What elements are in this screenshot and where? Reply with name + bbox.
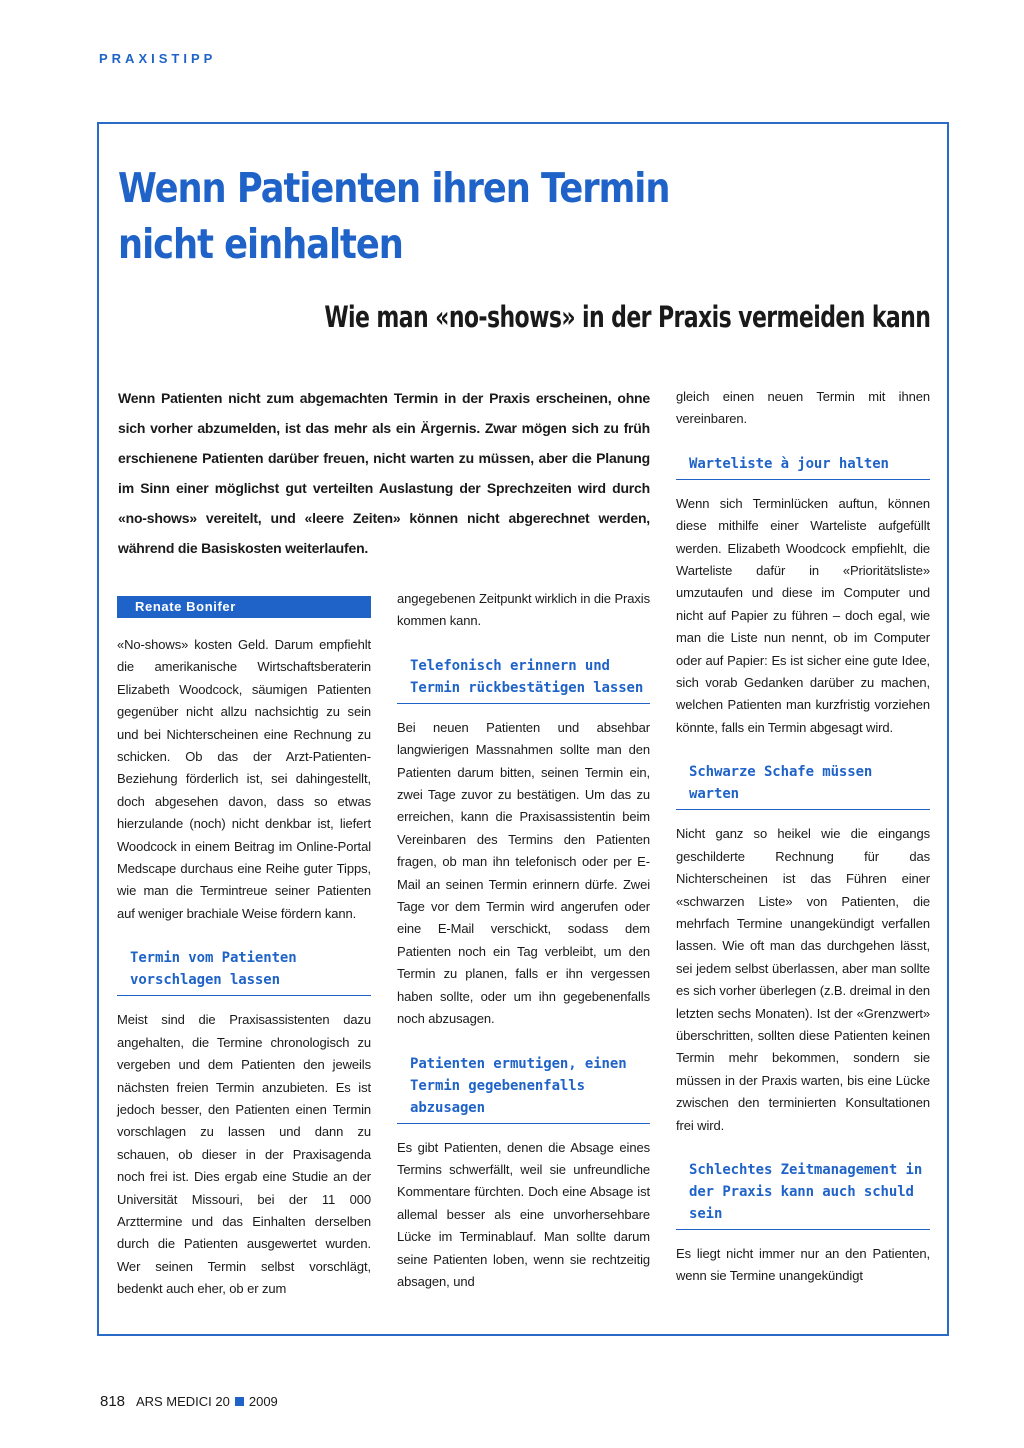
body-paragraph: Bei neuen Patienten und absehbar langwierigen Massnahmen sollte man den Patienten darum bitten, seinen Termin ein, zwei Tage zuvor zu bestätigen. Um das zu erreichen, kann die Praxisassistentin beim Vereinbaren des Termins den Patienten fragen, ob man ihn telefonisch oder per E-Mail an seinen Termin erinnern dürfe. Zwei Tage vor dem Termin wird angerufen oder eine E-Mail verschickt, sodass dem Patienten noch ein Tag verbleibt, um den Termin zu planen, falls er ihn vergessen haben sollte, oder um ihn gegebenenfalls noch abzusagen. bbox=[397, 719, 650, 1027]
body-paragraph: Es gibt Patienten, denen die Absage eines Termins schwerfällt, weil sie unfreundliche Kommentare fürchten. Doch eine Absage ist allemal besser als eine unvorhersehbare Lücke im Terminablauf. Man sollte darum seine Patienten loben, wenn sie rechtzeitig absagen, und bbox=[397, 1139, 650, 1289]
lead-paragraph: Wenn Patienten nicht zum abgemachten Termin in der Praxis erscheinen, ohne sich vorher abzumelden, ist das mehr als ein Ärgernis. Zwar mögen sich zu früh erschienene Patienten darüber freuen, nicht warten zu müssen, aber die Planung im Sinn einer möglichst gut verteilten Auslastung der Sprechzeiten wird durch «no-shows» vereitelt, und «leere Zeiten» können nicht abgerechnet werden, während die Basiskosten weiterlaufen. bbox=[118, 390, 650, 556]
subheading: Termin vom Patienten vorschlagen lassen bbox=[117, 947, 371, 996]
author-name: Renate Bonifer bbox=[117, 596, 371, 618]
article-title: Wenn Patienten ihren Termin nicht einhalten bbox=[118, 164, 670, 268]
subheading: Patienten ermutigen, einen Termin gegebenenfalls abzusagen bbox=[397, 1053, 650, 1124]
column-2 bbox=[397, 588, 650, 1293]
body-paragraph: Wenn sich Terminlücken auftun, können diese mithilfe einer Warteliste aufgefüllt werden. Elizabeth Woodcock empfiehlt, die Warteliste dafür in «Prioritätsliste» umzutaufen und diese im Computer und nicht auf Papier zu führen – doch egal, wie man die Liste nun nennt, ob im Computer oder auf Papier: Es ist sicher eine gute Idee, sich vorab Gedanken darüber zu machen, welchen Patienten man kurzfristig vorziehen könnte, falls ein Termin abgesagt wird. bbox=[676, 495, 930, 735]
body-paragraph: gleich einen neuen Termin mit ihnen vereinbaren. bbox=[676, 389, 930, 427]
page-number: 818 bbox=[100, 1393, 126, 1410]
page-footer bbox=[100, 1393, 278, 1410]
journal-name: ARS MEDICI 20 bbox=[135, 1394, 230, 1409]
subheading: Telefonisch erinnern und Termin rückbestätigen lassen bbox=[397, 655, 650, 704]
article-subtitle: Wie man «no-shows» in der Praxis vermeiden kann bbox=[324, 300, 930, 334]
column-3 bbox=[676, 386, 930, 1288]
subheading: Schwarze Schafe müssen warten bbox=[676, 761, 930, 810]
body-paragraph: angegebenen Zeitpunkt wirklich in die Praxis kommen kann. bbox=[397, 591, 650, 629]
body-paragraph: «No-shows» kosten Geld. Darum empfiehlt die amerikanische Wirtschaftsberaterin Elizabeth Woodcock, säumigen Patienten gegenüber nicht allzu nachsichtig zu sein und bei Nichterscheinen eine Rechnung zu schicken. Ob das der Arzt-Patienten-Beziehung förderlich ist, sei dahingestellt, doch abgesehen davon, dass so etwas hierzulande (noch) nicht denkbar ist, liefert Woodcock in einem Beitrag im Online-Portal Medscape durchaus eine Reihe guter Tipps, wie man die Termintreue seiner Patienten auf weniger brachiale Weise fördern kann. bbox=[117, 637, 371, 921]
journal-year: 2009 bbox=[248, 1394, 278, 1409]
square-icon bbox=[235, 1397, 244, 1406]
section-kicker: PRAXISTIPP bbox=[99, 51, 217, 66]
body-paragraph: Es liegt nicht immer nur an den Patienten, wenn sie Termine unangekündigt bbox=[676, 1245, 930, 1284]
subheading: Warteliste à jour halten bbox=[676, 453, 930, 480]
body-paragraph: Nicht ganz so heikel wie die eingangs geschilderte Rechnung für das Nichterscheinen ist das Führen einer «schwarzen Liste» von Patienten, die mehrfach Termine unangekündigt verfallen lassen. Wie oft man das durchgehen lässt, sei jedem selbst überlassen, aber man sollte es sich vorher überlegen (z.B. dreimal in den letzten sechs Monaten). Ist der «Grenzwert» überschritten, sollten diese Patienten keinen Termin mehr bekommen, sondern sie müssen in der Praxis warten, bis eine Lücke zwischen den terminierten Konsultationen frei wird. bbox=[676, 826, 930, 1133]
body-paragraph: Meist sind die Praxisassistenten dazu angehalten, die Termine chronologisch zu vergeben und dem Patienten den jeweils nächsten freien Termin anzubieten. Es ist jedoch besser, den Patienten einen Termin vorschlagen zu lassen und dann zu schauen, ob dieser in der Praxisagenda noch frei ist. Dies ergab eine Studie an der Universität Missouri, bei der 11 000 Arzttermine und das Einhalten derselben durch die Patienten ausgewertet wurden. Wer seinen Termin selbst vorschlägt, bedenkt auch eher, ob er zum bbox=[117, 1012, 371, 1297]
column-1 bbox=[117, 596, 371, 1301]
subheading: Schlechtes Zeitmanagement in der Praxis kann auch schuld sein bbox=[676, 1159, 930, 1230]
